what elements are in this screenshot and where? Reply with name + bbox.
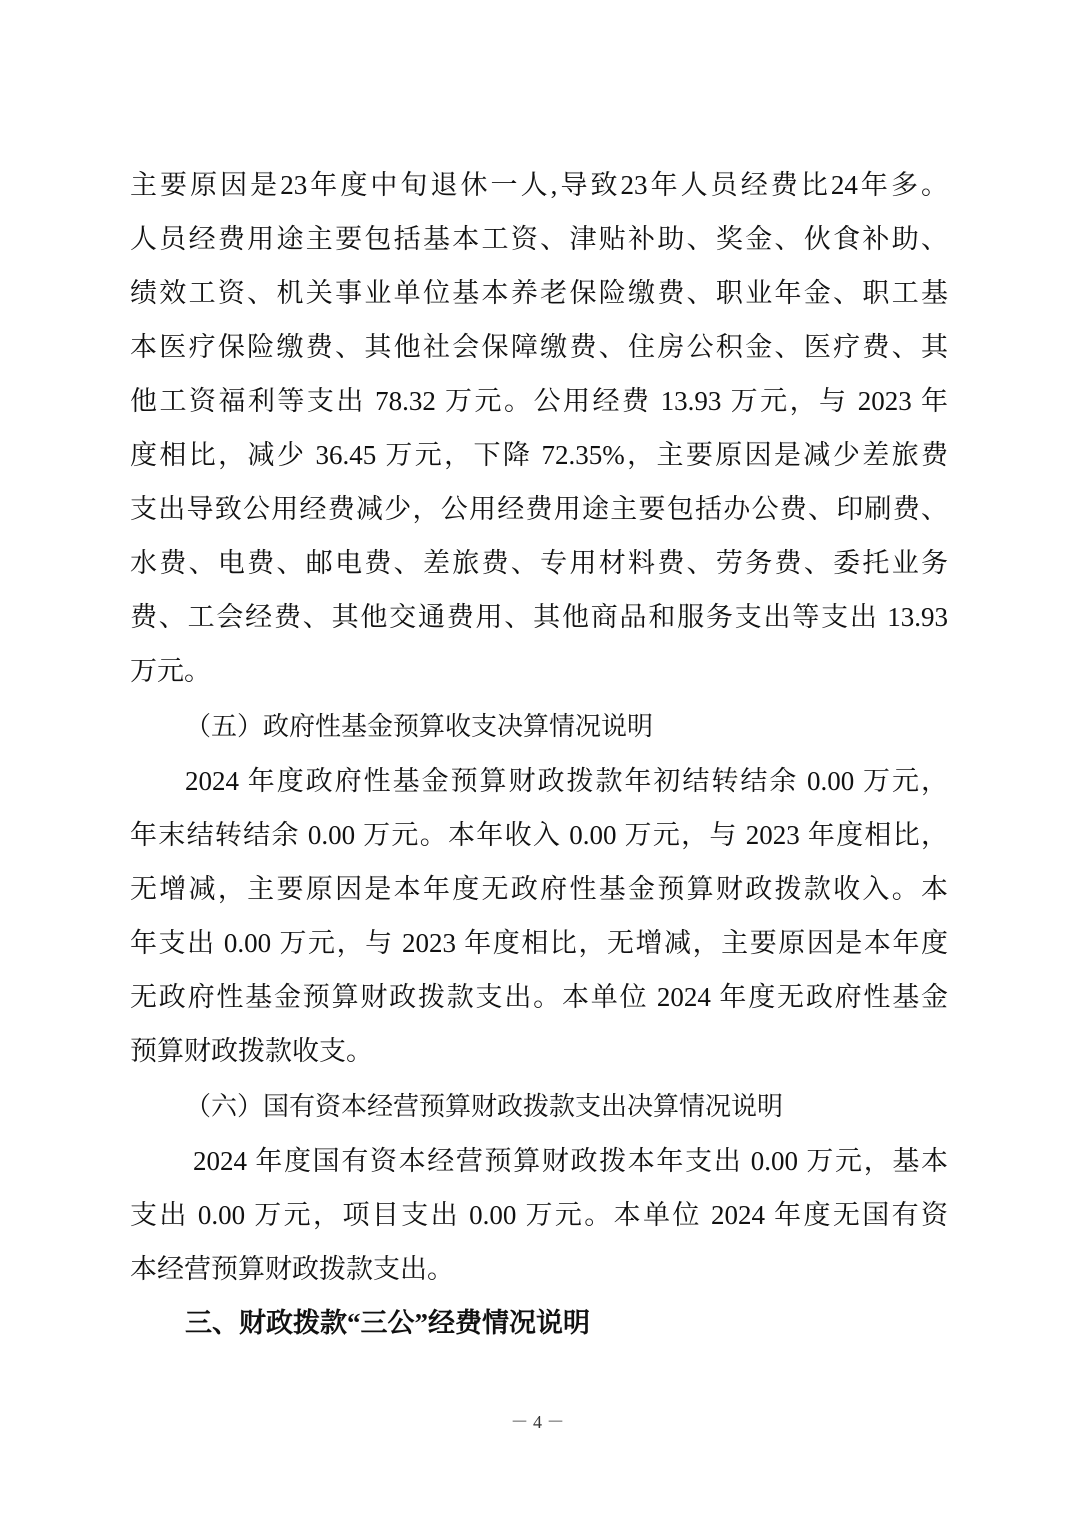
paragraph-line: 万元。 [130, 656, 211, 686]
paragraph-line: 2024 年度国有资本经营预算财政拨本年支出 0.00 万元，基本 [193, 1146, 948, 1176]
paragraph-line: 本经营预算财政拨款支出。 [130, 1254, 454, 1284]
paragraph-line: 绩效工资、机关事业单位基本养老保险缴费、职业年金、职工基 [130, 278, 948, 308]
section-heading-6: （六）国有资本经营预算财政拨款支出决算情况说明 [185, 1092, 784, 1121]
paragraph-line: 预算财政拨款收支。 [130, 1036, 373, 1066]
paragraph-line: 无增减，主要原因是本年度无政府性基金预算财政拨款收入。本 [130, 874, 948, 904]
paragraph-line: 年支出 0.00 万元，与 2023 年度相比，无增减，主要原因是本年度 [130, 928, 948, 958]
paragraph-line: 度相比，减少 36.45 万元，下降 72.35%，主要原因是减少差旅费 [130, 440, 948, 470]
paragraph-line: 本医疗保险缴费、其他社会保障缴费、住房公积金、医疗费、其 [130, 332, 948, 362]
paragraph-line: 支出导致公用经费减少，公用经费用途主要包括办公费、印刷费、 [130, 494, 948, 524]
paragraph-line: 年末结转结余 0.00 万元。本年收入 0.00 万元，与 2023 年度相比， [130, 820, 948, 850]
paragraph-line: 无政府性基金预算财政拨款支出。本单位 2024 年度无政府性基金 [130, 982, 948, 1012]
paragraph-line: 主要原因是23年度中旬退休一人,导致23年人员经费比24年多。 [130, 170, 948, 200]
paragraph-line: 他工资福利等支出 78.32 万元。公用经费 13.93 万元，与 2023 年 [130, 386, 948, 416]
paragraph-line: 支出 0.00 万元，项目支出 0.00 万元。本单位 2024 年度无国有资 [130, 1200, 948, 1230]
paragraph-line: 2024 年度政府性基金预算财政拨款年初结转结余 0.00 万元， [185, 766, 948, 796]
page-number: － 4 － [510, 1412, 565, 1432]
paragraph-line: 水费、电费、邮电费、差旅费、专用材料费、劳务费、委托业务 [130, 548, 948, 578]
paragraph-line: 费、工会经费、其他交通费用、其他商品和服务支出等支出 13.93 [130, 602, 948, 632]
section-heading-3: 三、财政拨款“三公”经费情况说明 [185, 1308, 590, 1338]
paragraph-line: 人员经费用途主要包括基本工资、津贴补助、奖金、伙食补助、 [130, 224, 948, 254]
section-heading-5: （五）政府性基金预算收支决算情况说明 [185, 712, 654, 741]
